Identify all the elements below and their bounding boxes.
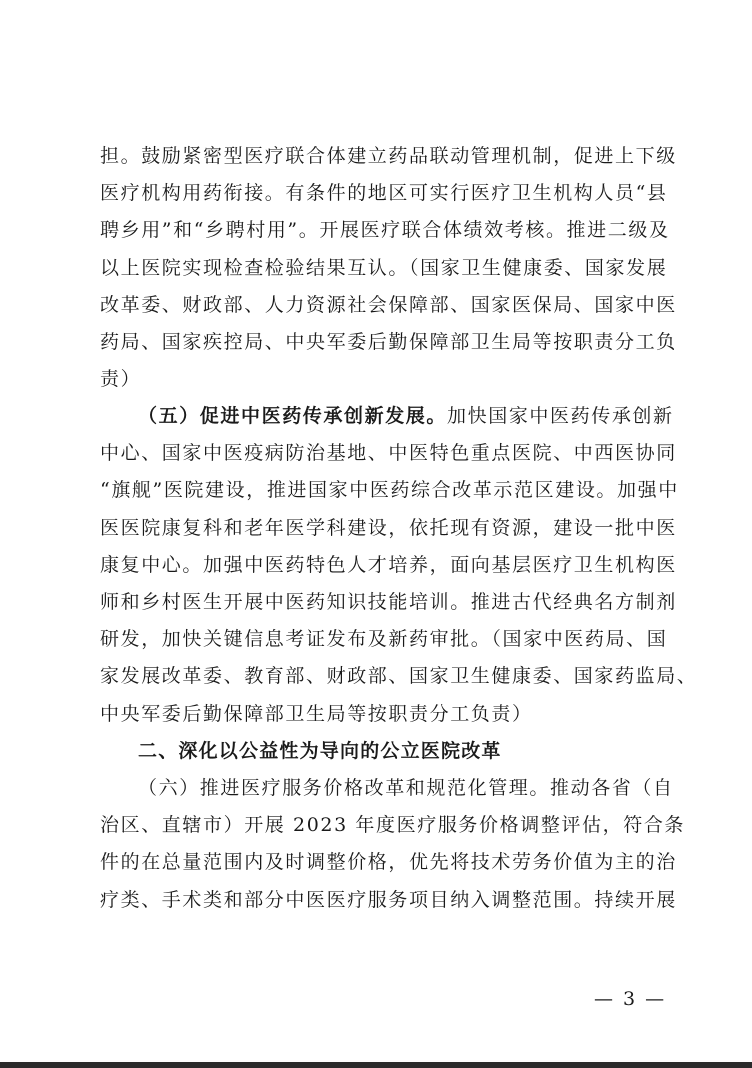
text-line: “旗舰”医院建设，推进国家中医药综合改革示范区建设。加强中 xyxy=(100,479,679,502)
text-line: 研发，加快关键信息考证发布及新药审批。（国家中医药局、国 xyxy=(100,628,668,651)
section-5-first-line-text: 加快国家中医药传承创新 xyxy=(447,405,674,427)
text-line: 担。鼓励紧密型医疗联合体建立药品联动管理机制，促进上下级 xyxy=(100,145,677,167)
text-line: 家发展改革委、教育部、财政部、国家卫生健康委、国家药监局、 xyxy=(100,665,698,688)
text-line: 师和乡村医生开展中医药知识技能培训。推进古代经典名方制剂 xyxy=(100,590,677,613)
text-line: 责） xyxy=(100,368,142,391)
text-line: 中央军委后勤保障部卫生局等按职责分工负责） xyxy=(100,702,533,725)
text-line: 康复中心。加强中医药特色人才培养，面向基层医疗卫生机构医 xyxy=(100,553,677,576)
text-line: 以上医院实现检查检验结果互认。（国家卫生健康委、国家发展 xyxy=(100,256,668,279)
text-line: 件的在总量范围内及时调整价格，优先将技术劳务价值为主的治 xyxy=(100,851,677,874)
section-heading-2-block xyxy=(100,733,656,770)
paragraph-section-6 xyxy=(100,770,686,919)
text-line: 中心、国家中医疫病防治基地、中医特色重点医院、中西医协同 xyxy=(100,442,677,465)
text-line: 医疗机构用药衔接。有条件的地区可实行医疗卫生机构人员“县 xyxy=(100,182,668,205)
page-number: — 3 — xyxy=(594,988,667,1010)
paragraph-continuation xyxy=(100,138,677,398)
section-5-first-line xyxy=(100,398,674,435)
bottom-border-bar xyxy=(0,1062,752,1068)
section-6-first-line: （六）推进医疗服务价格改革和规范化管理。推动各省（自 xyxy=(138,777,674,799)
section-5-title: （五）促进中医药传承创新发展。 xyxy=(138,405,448,427)
section-heading-2: 二、深化以公益性为导向的公立医院改革 xyxy=(138,740,502,762)
text-line: 治区、直辖市）开展 2023 年度医疗服务价格调整评估，符合条 xyxy=(100,814,686,837)
paragraph-section-5 xyxy=(100,398,698,733)
text-line: 药局、国家疾控局、中央军委后勤保障部卫生局等按职责分工负 xyxy=(100,330,677,353)
text-line: 疗类、手术类和部分中医医疗服务项目纳入调整范围。持续开展 xyxy=(100,888,677,911)
text-line: 聘乡用”和“乡聘村用”。开展医疗联合体绩效考核。推进二级及 xyxy=(100,219,670,242)
text-line: 医医院康复科和老年医学科建设，依托现有资源，建设一批中医 xyxy=(100,516,677,539)
text-line: 改革委、财政部、人力资源社会保障部、国家医保局、国家中医 xyxy=(100,293,677,316)
